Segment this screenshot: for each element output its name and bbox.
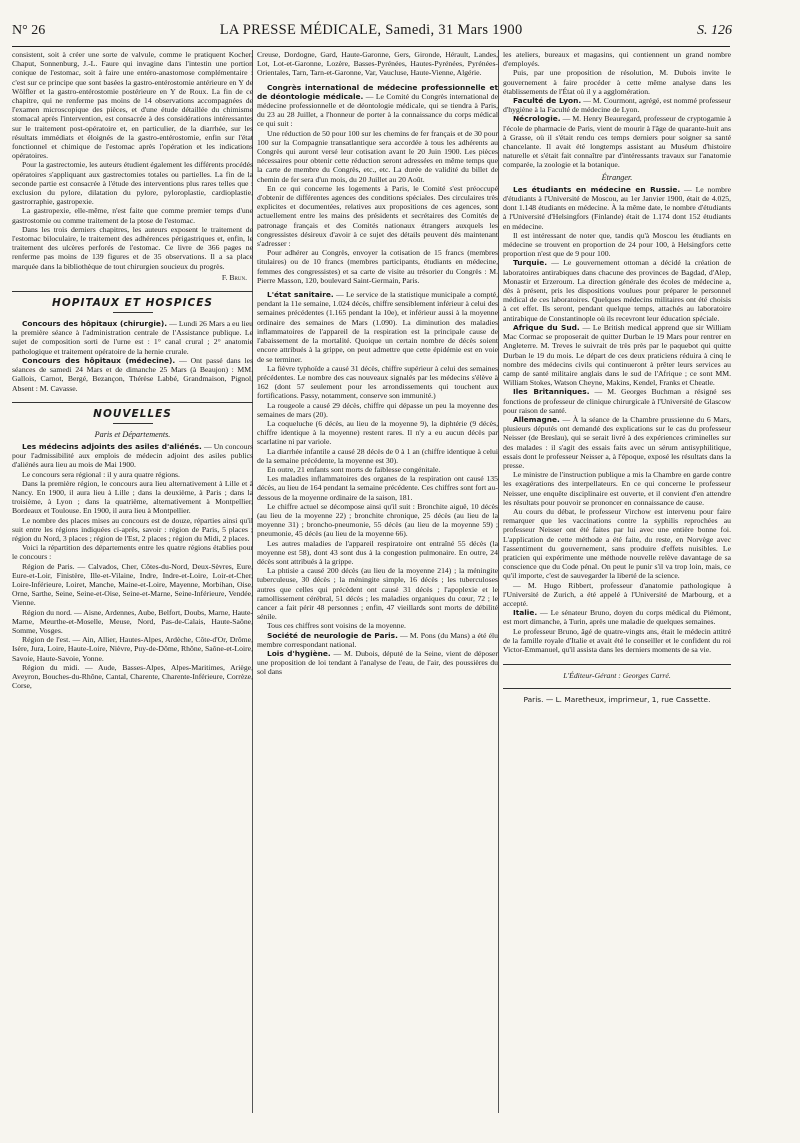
item-title: Italie. <box>513 608 538 618</box>
paragraph: Pour adhérer au Congrès, envoyer la cotisation de 15 francs (membres titulaires) ou de 10 francs (membres participants, étudiants en médecine, femmes des congressistes) et sa carte de visite au trésorier du Congrès : M. Pierre Masson, 120, boulevard Saint-Germain, Paris. <box>257 248 498 285</box>
paragraph: Dans les trois derniers chapitres, les auteurs exposent le traitement de l'estomac biloculaire, le traitement des adhérences périgastriques et, enfin, le traitement des ulcères perforés de l'estomac. Ce livre de 366 pages ne renferme pas moins de 139 figures et de 35 observations. Il a sa place marquée dans la bibliothèque de tout chirurgien soucieux du progrès. <box>12 224 253 271</box>
paragraph: Région du midi. — Aude, Basses-Alpes, Alpes-Maritimes, Ariège, Aveyron, Bouches-du-Rhône, Cantal, Charente, Charente-Inférieure, Corrèze, Corse, <box>12 662 253 691</box>
paragraph: Il est intéressant de noter que, tandis qu'à Moscou les étudiants en médecine se trouvent en proportion de 24 pour 100, à Helsingfors cette proportion n'est que de 9 pour 100. <box>503 230 731 259</box>
news-item <box>12 442 253 470</box>
news-item <box>257 631 498 649</box>
item-text: — Le service de la statistique municipale a compté, pendant la 11e semaine, 1.024 décès, chiffre sensiblement inférieur à celui des semaines précédentes (1.165 pendant la 10e), et inférieur aussi à la moyenne ordinaire des semaines de Mars (1.090). La diminution des maladies inflammatoires de l'appareil de la respiration est la principale cause de l'abaissement de la mortalité. Quoique un certain nombre de décès soient encore attribués à la grippe, on peut admettre que cette épidémie est en voie de se terminer. <box>257 290 498 364</box>
paragraph: Région de Paris. — Calvados, Cher, Côtes-du-Nord, Deux-Sèvres, Eure, Eure-et-Loir, Finistère, Ille-et-Vilaine, Indre, Indre-et-Loire, Loir-et-Cher, Loire-Inférieure, Loiret, Manche, Maine-et-Loire, Mayenne, Morbihan, Oise, Orne, Sarthe, Seine, Seine-et-Oise, Seine-et-Marne, Seine-Inférieure, Vendée, Vienne. <box>12 561 253 608</box>
item-text: — M. Dubois, député de la Seine, vient de déposer une proposition de loi tendant à l'analyse de l'eau, de l'air, des poussières du sol dans <box>257 649 498 677</box>
news-item <box>12 356 253 393</box>
paragraph: Le professeur Bruno, âgé de quatre-vingts ans, était le médecin attitré de la famille royale d'Italie et avait été le conseiller et le confident du roi Victor-Emmanuel, qu'il assista dans les derniers moments de sa vie. <box>503 626 731 654</box>
item-title: Concours des hôpitaux (chirurgie). <box>22 319 168 329</box>
news-item <box>257 83 498 129</box>
paragraph: les ateliers, bureaux et magasins, qui contiennent un grand nombre d'employés. <box>503 50 731 69</box>
item-text: — Le gouvernement ottoman a décidé la création de laboratoires antirabiques dans chacune des provinces de Bagdad, d'Alep, Monastir et Erzeroum. La direction générale des écoles de médecine a, dès à présent, pris les dispositions voulues pour préparer le personnel médical de ces laboratoires. Quelques médecins militaires ont été choisis à cet effet. Ils seront, pendant quelque temps, attachés au laboratoire antirabique de Constantinople où ils recevront leur éducation spéciale. <box>503 258 731 323</box>
item-title: Turquie. <box>513 258 548 268</box>
paragraph: La fièvre typhoïde a causé 31 décès, chiffre supérieur à celui des semaines précédentes. Le nombre des cas nouveaux signalés par les médecins s'élève à 162 (dont 57 seulement pour les arrondissements qui touchent aux fortifications. Passy, notamment, conserve son immunité.) <box>257 363 498 401</box>
item-text: — À la séance de la Chambre prussienne du 6 Mars, plusieurs députés ont demandé des explications sur le cas du professeur Neisser (de Breslau), qui se serait livré à des expériences criminelles sur des malades : il s'agit des essais faits avec un sérum antisyphilitique, essais dont le professeur Neisser a, à l'époque, exposé les résultats dans la presse. <box>503 414 731 470</box>
item-title: Les médecins adjoints des asiles d'aliénés. <box>22 441 202 451</box>
heading-rule <box>113 423 153 424</box>
paragraph: Région du nord. — Aisne, Ardennes, Aube, Belfort, Doubs, Marne, Haute-Marne, Meurthe-et-Moselle, Meuse, Nord, Pas-de-Calais, Haute-Saône, Somme, Vosges. <box>12 607 253 635</box>
item-text: — M. Henry Beauregard, professeur de cryptogamie à l'école de pharmacie de Paris, vient de mourir à l'âge de quarante-huit ans à Grasse, où il s'était rendu ces temps derniers pour soigner sa santé chancelante. Il avait été longtemps assistant au Muséum d'histoire naturelle et s'était fait connaître par d'intéressants travaux sur l'anatomie comparée, la zoologie et la botanique. <box>503 114 731 170</box>
item-text: — Le sénateur Bruno, doyen du corps médical du Piémont, est mort dimanche, à Turin, après une maladie de quelques semaines. <box>503 608 731 627</box>
paragraph: La rougeole a causé 29 décès, chiffre qui dépasse un peu la moyenne des semaines de mars (20). <box>257 400 498 419</box>
issue-number: N° 26 <box>12 23 46 38</box>
paragraph: — M. Hugo Ribbert, professeur d'anatomie pathologique à l'Université de Zurich, a été appelé à l'Université de Marbourg, et a accepté. <box>503 580 731 608</box>
heading-rule <box>113 312 153 313</box>
paragraph: Le nombre des places mises au concours est de douze, réparties ainsi qu'il suit entre les régions indiquées ci-après, savoir : région de Paris, 5 places ; région du Nord, 3 places ; région de l'Est, 2 places ; région du Midi, 2 places. <box>12 515 253 543</box>
item-text: — Le nombre d'étudiants à l'Université de Moscou, au 1er Janvier 1900, était de 4.025, dont 1.148 étudiants en médecine. À la même date, le nombre d'étudiants à l'Université d'Helsingfors (Finlande) était de 1.174 dont 152 étudiants en médecine. <box>503 184 731 231</box>
page-header <box>12 22 732 42</box>
news-item <box>12 319 253 356</box>
item-text: — Le British medical apprend que sir William Mac Cormac se proposerait de quitter Durban le 19 Mars pour rentrer en Angleterre. M. Treves le suivrait de très près par le paquebot qui quitte Durban le 19 du mois. Le départ de ces deux praticiens réduira à cinq le nombre des médecins civils qui continueront à prêter leurs services au camp de santé militaire anglais dans le sud de l'Afrique ; ce sont MM. William Stokes, Watson Cheyne, Makins, Kendel, Franks et Cheatle. <box>503 322 731 388</box>
item-title: Les étudiants en médecine en Russie. <box>513 184 681 194</box>
paragraph: consistent, soit à créer une sorte de valvule, comme le pratiquent Kocher, Chaput, Sonnenburg, J.-L. Faure qui invagine dans l'intestin une portion conique de l'estomac, soit à faire une entéro-anastomose complémentaire : c'est sur ce principe que sont basées la gastro-entérostomie antérieure en Y de Wölfler et la gastro-entérostomie postérieure en Y de Roux. La fin de ce chapitre, qui ne renferme pas moins de 14 observations accompagnées de l'examen microscopique des pièces, et d'une étude détaillée du chimisme stomacal après l'intervention, est consacrée à des considérations intéressantes sur le traitement post-opératoire et, en particulier, de la diarrhée, sur les résultats immédiats et éloignés de la gastro-entérostomie, enfin sur l'état fonctionnel et chimique de l'estomac après l'opération et les indications opératoires. <box>12 50 253 161</box>
paragraph: Les autres maladies de l'appareil respiratoire ont entraîné 55 décès (la moyenne est 58), dont 43 sont dus à la congestion pulmonaire. En outre, 24 décès sont attribués à la grippe. <box>257 538 498 566</box>
item-text: — M. Courmont, agrégé, est nommé professeur d'hygiène à la Faculté de médecine de Lyon. <box>503 96 731 115</box>
item-title: Nécrologie. <box>513 114 561 124</box>
paragraph: Tous ces chiffres sont voisins de la moyenne. <box>267 621 406 631</box>
item-title: Afrique du Sud. <box>513 322 580 332</box>
news-item <box>503 415 731 470</box>
news-item <box>503 323 731 387</box>
paper-title: LA PRESSE MÉDICALE <box>219 22 378 38</box>
paragraph: Le concours sera régional : il y aura quatre régions. <box>22 469 180 479</box>
editor-line: L'Éditeur-Gérant : Georges Carré. <box>503 664 731 680</box>
page-number: S. 126 <box>696 23 732 38</box>
item-title: Faculté de Lyon. <box>513 96 582 106</box>
news-item <box>503 114 731 169</box>
paragraph: En outre, 21 enfants sont morts de faiblesse congénitale. <box>267 464 441 474</box>
paragraph: Région de l'est. — Ain, Allier, Hautes-Alpes, Ardèche, Côte-d'Or, Drôme, Isère, Jura, Loire, Haute-Loire, Nièvre, Puy-de-Dôme, Rhône, Saône-et-Loire, Savoie, Haute-Savoie, Yonne. <box>12 635 253 663</box>
news-item <box>503 387 731 415</box>
news-item <box>257 290 498 364</box>
printer-line: Paris. — L. Maretheux, imprimeur, 1, rue Cassette. <box>503 688 731 704</box>
header-rule <box>12 46 730 47</box>
paragraph: La diarrhée infantile a causé 28 décès de 0 à 1 an (chiffre identique à celui de la semaine précédente, la moyenne est 30). <box>257 446 498 465</box>
column-2 <box>257 50 498 1125</box>
issue-date: , Samedi, 31 Mars 1900 <box>377 22 523 38</box>
item-title: Allemagne. <box>513 414 560 424</box>
item-text: — Ont passé dans les séances de samedi 24 Mars et de dimanche 25 Mars (à Beaujon) : MM. Gallois, Carnot, Bergé, Bezançon, Thérèse Labbé, Grandmaison, Pignol, Absent : M. Cavasse. <box>12 355 253 393</box>
paragraph: La phtisie a causé 200 décès (au lieu de la moyenne 214) ; la méningite tuberculeuse, 30 décès ; la méningite simple, 16 décès ; les tuberculoses autres que celles qui précèdent ont causé 31 décès ; l'apoplexie et le ramollissement cérébral, 51 décès ; les maladies organiques du cœur, 72 ; le cancer a fait périr 48 personnes ; enfin, 47 vieillards sont morts de débilité sénile. <box>257 566 498 622</box>
signature: F. Brun. <box>221 272 247 282</box>
paragraph: Puis, par une proposition de résolution, M. Dubois invite le gouvernement à faire procéder à cette même analyse dans les établissements de l'État où il y a agglomération. <box>503 68 731 96</box>
item-title: Iles Britanniques. <box>513 387 590 397</box>
section-heading-hopitaux: HOPITAUX ET HOSPICES <box>12 291 253 310</box>
item-text: — Le Comité du Congrès international de médecine professionnelle et de déontologie médicale, qui se tiendra à Paris, du 23 au 28 Juillet, a l'honneur de porter à la connaissance du corps médical ce qui suit : <box>257 91 498 129</box>
paragraph: Les maladies inflammatoires des organes de la respiration ont causé 135 décès, au lieu de 164 pendant la semaine précédente. Ces chiffres sont fort au-dessous de la moyenne ordinaire de la saison, 181. <box>257 474 498 502</box>
paragraph: Une réduction de 50 pour 100 sur les chemins de fer français et de 30 pour 100 sur la Compagnie transatlantique sera accordée à tous les adhérents au Congrès qui auront versé leur cotisation avant le 20 Juin 1900. Les pièces nécessaires pour obtenir cette réduction seront adressées en même temps que la carte de membre du Congrès, etc., etc. La durée de validité du billet de chemin de fer sera d'un mois, du 20 Juillet au 20 Août. <box>257 128 498 184</box>
paragraph: La gastropexie, elle-même, n'est faite que comme premier temps d'une gastrostomie ou comme traitement de la ptose de l'estomac. <box>12 206 253 225</box>
item-text: — Un concours pour l'admissibilité aux emplois de médecin adjoint des asiles publics d'aliénés aura lieu au mois de Mai 1900. <box>12 441 253 470</box>
paragraph: En ce qui concerne les logements à Paris, le Comité s'est préoccupé d'obtenir de différentes agences des conditions spéciales. Des circulaires très explicites et documentées, relatives aux propositions de ces agences, sont actuellement entre les mains des présidents et secrétaires des Comités de patronage français et des Comités nationaux étrangers auxquels les congressistes désireux d'avoir à ce sujet des détails peuvent dès maintenant s'adresser : <box>257 183 498 249</box>
subsection-heading: Paris et Départements. <box>94 429 171 439</box>
paragraph: Dans la première région, le concours aura lieu alternativement à Lille et à Nancy. En 1900, il aura lieu à Lille ; dans la deuxième, à Paris ; dans la troisième, à Lyon ; dans la quatrième, alternativement à Montpellier, Bordeaux et Toulouse. En 1900, il aura lieu à Montpellier. <box>12 478 253 516</box>
item-title: Concours des hôpitaux (médecine). <box>22 355 176 365</box>
item-text: — M. Georges Buchman a résigné ses fonctions de professeur de clinique chirurgicale à l'Université de Glascow pour raison de santé. <box>503 387 731 415</box>
column-3 <box>503 50 731 1125</box>
paragraph: Le ministre de l'instruction publique a mis la Chambre en garde contre les exagérations des interpellateurs. En ce qui concerne le professeur Neisser, une enquête disciplinaire est ouverte, et il convient d'en attendre les résultats pour pouvoir se prononcer en connaissance de cause. <box>503 470 731 507</box>
column-1 <box>12 50 253 1125</box>
item-title: Congrès international de médecine professionnelle et de déontologie médicale. <box>257 82 498 101</box>
paragraph: Voici la répartition des départements entre les quatre régions établies pour le concours : <box>12 543 253 562</box>
section-heading-nouvelles: NOUVELLES <box>12 402 253 421</box>
subsection-heading: Étranger. <box>601 172 633 182</box>
item-title: L'état sanitaire. <box>267 290 334 300</box>
paragraph: Au cours du débat, le professeur Virchow est intervenu pour faire remarquer que les vaccinations contre la syphilis reprochées au professeur Neisser ont été faites par lui avec une entière bonne foi. L'application de cette méthode a été faite, du reste, en Norvège avec l'assentiment du gouvernement, sans produire d'effets nuisibles. Le praticien qui expérimente une méthode nouvelle relève davantage de sa conscience que du Code pénal. On peut le punir s'il va trop loin, mais, ce qu'il importe, c'est de sauvegarder la liberté de la science. <box>503 506 731 581</box>
column-divider <box>498 50 499 1113</box>
news-item <box>257 649 498 677</box>
news-item <box>503 96 731 114</box>
paragraph: Pour la gastrectomie, les auteurs étudient également les différents procédés opératoires s'appliquant aux gastrectomies totales ou partielles. La fin de la seconde partie est consacrée à l'étude des interventions plus rares telles que : exclusion du pylore, dilatation du pylore, pyloroplastie, cardioplastie, gastrorraphie, gastropexie. <box>12 160 253 207</box>
paragraph: La coqueluche (6 décès, au lieu de la moyenne 9), la diphtérie (9 décès, chiffre identique à la moyenne) restent rares. Il n'y a eu aucun décès par scarlatine ni par variole. <box>257 418 498 447</box>
item-text: — Lundi 26 Mars a eu lieu la première séance à l'administration centrale de l'Assistance publique. Le sujet de composition sorti de l'urne est : 1° canal crural ; 2° anatomie pathologique et traitement opératoire de la hernie crurale. <box>12 319 253 356</box>
news-item <box>503 185 731 231</box>
paragraph: Le chiffre actuel se décompose ainsi qu'il suit : Bronchite aiguë, 10 décès (au lieu de la moyenne 22) ; bronchite chronique, 25 décès (au lieu de la moyenne 31) ; broncho-pneumonie, 55 décès (au lieu de la moyenne 59) ; pneumonie, 45 décès (au lieu de la moyenne 66). <box>257 501 498 539</box>
item-title: Lois d'hygiène. <box>267 649 331 658</box>
item-title: Société de neurologie de Paris. <box>267 630 398 640</box>
news-item <box>503 258 731 322</box>
item-text: — M. Pons (du Mans) a été élu membre correspondant national. <box>257 630 498 649</box>
news-item <box>503 608 731 626</box>
masthead <box>220 22 523 39</box>
paragraph: Creuse, Dordogne, Gard, Haute-Garonne, Gers, Gironde, Hérault, Landes, Lot, Lot-et-Garonne, Lozère, Basses-Pyrénées, Hautes-Pyrénées, Pyrénées-Orientales, Tarn, Tarn-et-Garonne, Var, Vaucluse, Haute-Vienne, Algérie. <box>257 50 498 78</box>
